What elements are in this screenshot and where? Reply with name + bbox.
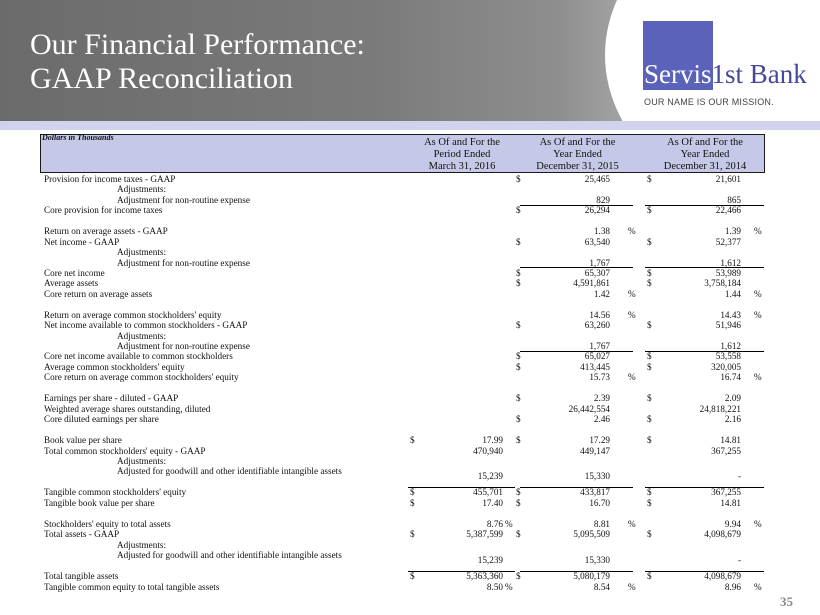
table-row (0, 446, 820, 456)
cell-value: 1.42 (593, 288, 610, 299)
dollar-sign: $ (516, 278, 521, 289)
cell-value: 53,558 (715, 351, 741, 362)
column-header-line: December 31, 2014 (663, 161, 747, 172)
dollar-sign: $ (516, 393, 521, 404)
cell-value: 1,767 (589, 257, 610, 268)
row-label: Adjusted for goodwill and other identifiable intangible assets (117, 550, 342, 561)
cell-value: - (737, 555, 741, 566)
row-label: Return on average common stockholders' equity (44, 309, 222, 320)
table-row (0, 184, 820, 194)
table-row (0, 226, 820, 236)
cell-value: 8.96 (724, 581, 741, 592)
column-header-line: Year Ended (680, 149, 730, 160)
cell-value: 22,466 (715, 205, 741, 216)
table-row (0, 331, 820, 341)
dollar-sign: $ (516, 236, 521, 247)
row-label: Adjustments: (117, 330, 167, 341)
row-label: Average assets (44, 278, 99, 289)
dollar-sign: $ (516, 174, 521, 184)
cell-value: 63,260 (584, 320, 610, 331)
cell-value: 17.29 (589, 435, 610, 446)
cell-value: 829 (596, 194, 610, 205)
cell-value: 8.76 (486, 518, 503, 529)
cell-value: 26,294 (584, 205, 610, 216)
column-header-line: As Of and For the (424, 137, 500, 148)
cell-value: 1,612 (720, 341, 741, 351)
row-label: Core diluted earnings per share (44, 414, 159, 425)
dollar-sign: $ (516, 487, 521, 498)
column-header-1 (408, 137, 516, 173)
cell-value: 16.74 (720, 372, 741, 383)
logo (644, 57, 807, 91)
percent-sign: % (754, 309, 762, 320)
cell-value: 455,701 (473, 487, 503, 498)
column-header-line: As Of and For the (667, 137, 743, 148)
table-row (0, 571, 820, 581)
cell-value: 1.39 (724, 226, 741, 237)
units-label: Dollars in Thousands (42, 133, 114, 142)
dollar-sign: $ (647, 236, 652, 247)
row-label: Adjustment for non-routine expense (117, 194, 250, 205)
cell-value: 17.99 (482, 435, 503, 446)
cell-value: 3,758,184 (704, 278, 741, 289)
table-row (0, 550, 820, 571)
page-title-line2: GAAP Reconciliation (30, 62, 294, 95)
cell-value: 14.43 (720, 309, 741, 320)
table-row (0, 466, 820, 487)
table-row (0, 247, 820, 257)
table-row (0, 289, 820, 299)
column-header-line: December 31, 2015 (536, 161, 619, 172)
dollar-sign: $ (647, 487, 652, 498)
dollar-sign: $ (410, 529, 415, 540)
dollar-sign: $ (516, 529, 521, 540)
table-row (0, 487, 820, 497)
table-row (0, 456, 820, 466)
column-header-3 (645, 137, 765, 173)
table-row (0, 540, 820, 550)
cell-value: 367,255 (711, 487, 741, 498)
logo-part1: Servis (644, 59, 712, 89)
row-label: Net income available to common stockholders - GAAP (44, 320, 248, 331)
table-row (0, 320, 820, 330)
table-row (0, 498, 820, 508)
percent-sign: % (628, 581, 636, 592)
row-label: Core net income available to common stockholders (44, 351, 233, 362)
cell-value: 14.81 (720, 497, 741, 508)
cell-value: 63,540 (584, 236, 610, 247)
table-row (0, 351, 820, 361)
cell-value: 865 (727, 194, 741, 205)
dollar-sign: $ (410, 435, 415, 446)
cell-value: 8.54 (593, 581, 610, 592)
percent-sign: % (628, 288, 636, 299)
percent-sign: % (754, 581, 762, 592)
cell-value: 2.46 (593, 414, 610, 425)
dollar-sign: $ (516, 205, 521, 216)
cell-value: 26,442,554 (568, 403, 610, 414)
cell-value: 15,330 (584, 555, 610, 566)
cell-value: 449,147 (580, 445, 610, 456)
table-row (0, 310, 820, 320)
row-label: Total common stockholders' equity - GAAP (44, 445, 206, 456)
cell-value: 4,591,861 (573, 278, 610, 289)
row-label: Book value per share (44, 435, 122, 446)
row-label: Average common stockholders' equity (44, 361, 185, 372)
dollar-sign: $ (647, 571, 652, 582)
dollar-sign: $ (647, 529, 652, 540)
row-label: Earnings per share - diluted - GAAP (44, 393, 179, 404)
row-label: Core return on average common stockholders' equity (44, 372, 239, 383)
row-label: Adjusted for goodwill and other identifiable intangible assets (117, 466, 342, 477)
dollar-sign: $ (516, 414, 521, 425)
table-row (0, 205, 820, 215)
cell-value: 16.70 (589, 497, 610, 508)
dollar-sign: $ (410, 487, 415, 498)
page-number: 35 (780, 594, 793, 609)
cell-value: 5,080,179 (573, 571, 610, 582)
dollar-sign: $ (647, 267, 652, 278)
cell-value: 9.94 (724, 518, 741, 529)
column-header-2 (520, 137, 635, 173)
cell-value: 1.38 (593, 226, 610, 237)
dollar-sign: $ (647, 414, 652, 425)
cell-value: 1,767 (589, 341, 610, 351)
dollar-sign: $ (516, 351, 521, 362)
row-label: Core provision for income taxes (44, 205, 163, 216)
column-header-line: Period Ended (433, 149, 491, 160)
cell-value: 413,445 (580, 361, 610, 372)
row-label: Provision for income taxes - GAAP (44, 174, 176, 184)
tagline: OUR NAME IS OUR MISSION. (644, 97, 774, 107)
percent-sign: % (754, 372, 762, 383)
dollar-sign: $ (516, 571, 521, 582)
cell-value: 14.81 (720, 435, 741, 446)
row-label: Adjustments: (117, 456, 167, 466)
table-row (0, 529, 820, 539)
dollar-sign: $ (516, 320, 521, 331)
cell-value: 15.73 (589, 372, 610, 383)
row-label: Return on average assets - GAAP (44, 226, 168, 237)
header-band (0, 121, 820, 130)
dollar-sign: $ (647, 174, 652, 184)
logo-part2: 1st Bank (711, 59, 807, 89)
row-label: Tangible common stockholders' equity (44, 487, 187, 498)
table-row (0, 404, 820, 414)
dollar-sign: $ (647, 393, 652, 404)
dollar-sign: $ (516, 361, 521, 372)
page-title (30, 28, 365, 96)
cell-value: 433,817 (580, 487, 610, 498)
row-label: Tangible common equity to total tangible assets (44, 581, 220, 592)
cell-value: 4,098,679 (704, 571, 741, 582)
percent-sign: % (754, 518, 762, 529)
row-label: Total tangible assets (44, 571, 119, 582)
dollar-sign: $ (647, 361, 652, 372)
percent-sign: % (754, 288, 762, 299)
percent-sign: % (628, 226, 636, 237)
cell-value: 53,989 (715, 267, 741, 278)
cell-value: 5,387,599 (466, 529, 503, 540)
cell-value: 17.40 (482, 497, 503, 508)
cell-value: 15,239 (477, 471, 503, 482)
percent-sign: % (628, 518, 636, 529)
cell-value: 65,307 (584, 267, 610, 278)
cell-value: 1,612 (720, 257, 741, 268)
cell-value: 2.09 (724, 393, 741, 404)
column-header-line: Year Ended (553, 149, 602, 160)
cell-value: 52,377 (715, 236, 741, 247)
dollar-sign: $ (647, 205, 652, 216)
cell-value: 5,363,360 (466, 571, 503, 582)
table-row (0, 195, 820, 205)
dollar-sign: $ (647, 435, 652, 446)
table-row (0, 237, 820, 247)
cell-value: 65,027 (584, 351, 610, 362)
table-row (0, 393, 820, 403)
table-row (0, 582, 820, 592)
row-label: Adjustment for non-routine expense (117, 257, 250, 268)
row-label: Stockholders' equity to total assets (44, 518, 171, 529)
dollar-sign: $ (516, 267, 521, 278)
percent-sign: % (628, 372, 636, 383)
page-title-line1: Our Financial Performance: (30, 28, 365, 61)
table-row (0, 519, 820, 529)
cell-value: - (737, 471, 741, 482)
cell-value: 320,005 (711, 361, 741, 372)
cell-value: 2.16 (724, 414, 741, 425)
dollar-sign: $ (647, 278, 652, 289)
cell-value: 8.50 (486, 581, 503, 592)
cell-value: 8.81 (593, 518, 610, 529)
row-label: Core net income (44, 267, 105, 278)
cell-value: 24,818,221 (699, 403, 741, 414)
column-header-line: As Of and For the (539, 137, 616, 148)
percent-sign: % (754, 226, 762, 237)
cell-value: 4,098,679 (704, 529, 741, 540)
table-row (0, 372, 820, 382)
cell-value: 15,239 (477, 555, 503, 566)
cell-value: 14.56 (589, 309, 610, 320)
dollar-sign: $ (410, 497, 415, 508)
dollar-sign: $ (647, 320, 652, 331)
dollar-sign: $ (516, 497, 521, 508)
row-label: Core return on average assets (44, 288, 153, 299)
percent-sign: % (505, 518, 513, 529)
cell-value: 5,095,509 (573, 529, 610, 540)
row-label: Adjustment for non-routine expense (117, 341, 250, 351)
row-label: Adjustments: (117, 247, 167, 258)
table-row (0, 435, 820, 445)
row-label: Adjustments: (117, 184, 167, 195)
dollar-sign: $ (410, 571, 415, 582)
table-row (0, 278, 820, 288)
cell-value: 15,330 (584, 471, 610, 482)
dollar-sign: $ (647, 497, 652, 508)
percent-sign: % (628, 309, 636, 320)
table-row (0, 414, 820, 424)
row-label: Tangible book value per share (44, 497, 155, 508)
table-row (0, 268, 820, 278)
cell-value: 51,946 (715, 320, 741, 331)
dollar-sign: $ (647, 351, 652, 362)
cell-value: 1.44 (724, 288, 741, 299)
row-label: Weighted average shares outstanding, diluted (44, 403, 211, 414)
table-row (0, 341, 820, 351)
row-label: Adjustments: (117, 539, 167, 550)
table-row (0, 362, 820, 372)
cell-value: 25,465 (584, 174, 610, 184)
table-row (0, 174, 820, 184)
table-row (0, 258, 820, 268)
cell-value: 21,601 (715, 174, 741, 184)
row-label: Net income - GAAP (44, 236, 120, 247)
row-label: Total assets - GAAP (44, 529, 120, 540)
cell-value: 470,940 (473, 445, 503, 456)
dollar-sign: $ (516, 435, 521, 446)
column-header-line: March 31, 2016 (428, 161, 496, 172)
cell-value: 2.39 (593, 393, 610, 404)
percent-sign: % (505, 581, 513, 592)
cell-value: 367,255 (711, 445, 741, 456)
